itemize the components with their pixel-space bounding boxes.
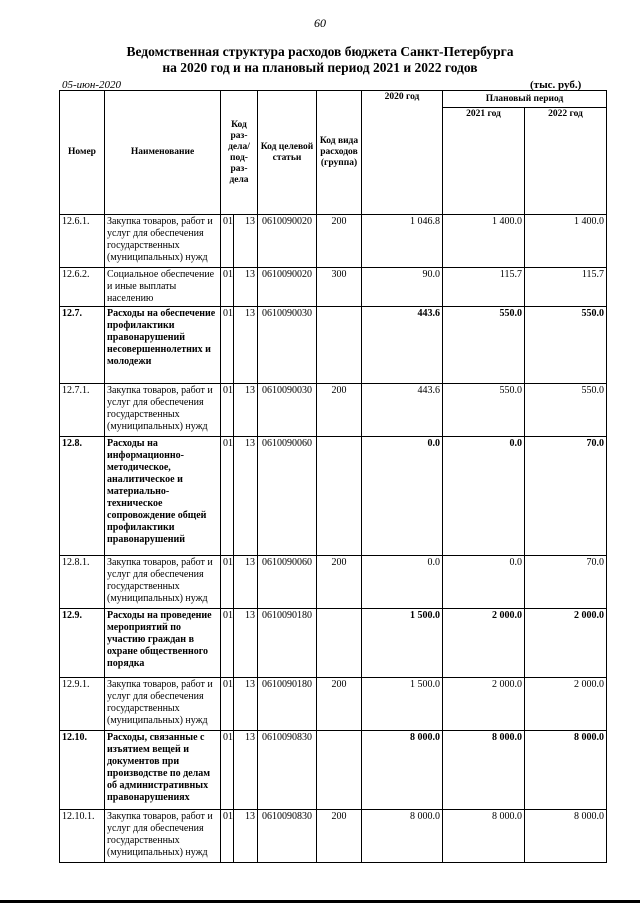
row-subsection-code: 13 bbox=[234, 437, 258, 556]
row-expense-code bbox=[317, 307, 362, 384]
row-expense-code: 200 bbox=[317, 215, 362, 268]
header-expense-type: Код вида расходов (группа) bbox=[317, 91, 362, 215]
row-value-2021: 0.0 bbox=[443, 437, 525, 556]
row-number: 12.7. bbox=[60, 307, 105, 384]
row-number: 12.7.1. bbox=[60, 384, 105, 437]
row-target-code: 0610090060 bbox=[258, 437, 317, 556]
row-target-code: 0610090180 bbox=[258, 678, 317, 731]
row-target-code: 0610090830 bbox=[258, 810, 317, 863]
row-number: 12.8. bbox=[60, 437, 105, 556]
row-target-code: 0610090060 bbox=[258, 556, 317, 609]
table-row bbox=[60, 609, 607, 678]
row-name: Закупка товаров, работ и услуг для обеспечения государственных (муниципальных) нужд bbox=[105, 678, 221, 731]
row-value-2022: 115.7 bbox=[525, 268, 607, 307]
header-2020: 2020 год bbox=[362, 91, 443, 215]
row-value-2020: 0.0 bbox=[362, 556, 443, 609]
row-value-2022: 70.0 bbox=[525, 437, 607, 556]
table-row bbox=[60, 384, 607, 437]
row-expense-code: 200 bbox=[317, 810, 362, 863]
row-name: Закупка товаров, работ и услуг для обеспечения государственных (муниципальных) нужд bbox=[105, 556, 221, 609]
row-subsection-code: 13 bbox=[234, 384, 258, 437]
page-title bbox=[0, 44, 640, 76]
row-subsection-code: 13 bbox=[234, 556, 258, 609]
row-name: Расходы на обеспечение профилактики правонарушений несовершеннолетних и молодежи bbox=[105, 307, 221, 384]
table-row bbox=[60, 810, 607, 863]
row-subsection-code: 13 bbox=[234, 307, 258, 384]
row-value-2021: 2 000.0 bbox=[443, 609, 525, 678]
row-subsection-code: 13 bbox=[234, 609, 258, 678]
row-name: Закупка товаров, работ и услуг для обеспечения государственных (муниципальных) нужд bbox=[105, 384, 221, 437]
row-expense-code bbox=[317, 437, 362, 556]
table-body bbox=[60, 215, 607, 863]
row-value-2021: 115.7 bbox=[443, 268, 525, 307]
row-expense-code bbox=[317, 731, 362, 810]
row-target-code: 0610090830 bbox=[258, 731, 317, 810]
row-value-2021: 0.0 bbox=[443, 556, 525, 609]
header-row-1 bbox=[60, 91, 607, 108]
header-plan-period: Плановый период bbox=[443, 91, 607, 108]
row-value-2022: 1 400.0 bbox=[525, 215, 607, 268]
header-2022: 2022 год bbox=[525, 108, 607, 215]
row-number: 12.10.1. bbox=[60, 810, 105, 863]
row-target-code: 0610090030 bbox=[258, 384, 317, 437]
row-section-code: 01 bbox=[221, 307, 234, 384]
table-row bbox=[60, 268, 607, 307]
row-section-code: 01 bbox=[221, 556, 234, 609]
page-number: 60 bbox=[314, 16, 326, 30]
table-row bbox=[60, 307, 607, 384]
row-value-2021: 550.0 bbox=[443, 307, 525, 384]
row-subsection-code: 13 bbox=[234, 731, 258, 810]
row-value-2020: 1 046.8 bbox=[362, 215, 443, 268]
title-line-2: на 2020 год и на плановый период 2021 и 2022 годов bbox=[162, 60, 478, 75]
row-value-2020: 1 500.0 bbox=[362, 609, 443, 678]
row-number: 12.6.2. bbox=[60, 268, 105, 307]
row-subsection-code: 13 bbox=[234, 215, 258, 268]
row-section-code: 01 bbox=[221, 810, 234, 863]
row-value-2022: 8 000.0 bbox=[525, 810, 607, 863]
row-number: 12.9. bbox=[60, 609, 105, 678]
row-value-2020: 443.6 bbox=[362, 307, 443, 384]
row-value-2020: 0.0 bbox=[362, 437, 443, 556]
row-value-2022: 8 000.0 bbox=[525, 731, 607, 810]
row-number: 12.6.1. bbox=[60, 215, 105, 268]
row-section-code: 01 bbox=[221, 609, 234, 678]
row-section-code: 01 bbox=[221, 678, 234, 731]
row-value-2021: 8 000.0 bbox=[443, 731, 525, 810]
table-row bbox=[60, 556, 607, 609]
page-bottom-border bbox=[0, 900, 640, 903]
row-value-2020: 90.0 bbox=[362, 268, 443, 307]
row-value-2021: 550.0 bbox=[443, 384, 525, 437]
row-target-code: 0610090180 bbox=[258, 609, 317, 678]
header-target: Код целевой статьи bbox=[258, 91, 317, 215]
header-section: Код раз-дела/ под-раз-дела bbox=[221, 91, 258, 215]
row-expense-code: 200 bbox=[317, 556, 362, 609]
row-name: Расходы, связанные с изъятием вещей и документов при производстве по делам об административных правонарушениях bbox=[105, 731, 221, 810]
row-target-code: 0610090030 bbox=[258, 307, 317, 384]
row-value-2020: 8 000.0 bbox=[362, 731, 443, 810]
row-name: Социальное обеспечение и иные выплаты населению bbox=[105, 268, 221, 307]
row-value-2022: 2 000.0 bbox=[525, 609, 607, 678]
row-subsection-code: 13 bbox=[234, 678, 258, 731]
title-line-1: Ведомственная структура расходов бюджета Санкт-Петербурга bbox=[126, 44, 514, 59]
header-name: Наименование bbox=[105, 91, 221, 215]
header-2021: 2021 год bbox=[443, 108, 525, 215]
row-section-code: 01 bbox=[221, 437, 234, 556]
row-section-code: 01 bbox=[221, 731, 234, 810]
row-section-code: 01 bbox=[221, 268, 234, 307]
row-expense-code: 300 bbox=[317, 268, 362, 307]
row-expense-code: 200 bbox=[317, 384, 362, 437]
table-row bbox=[60, 215, 607, 268]
row-number: 12.8.1. bbox=[60, 556, 105, 609]
row-value-2021: 8 000.0 bbox=[443, 810, 525, 863]
row-section-code: 01 bbox=[221, 215, 234, 268]
units-label: (тыс. руб.) bbox=[530, 79, 582, 91]
row-name: Расходы на проведение мероприятий по участию граждан в охране общественного порядка bbox=[105, 609, 221, 678]
row-value-2020: 1 500.0 bbox=[362, 678, 443, 731]
row-expense-code: 200 bbox=[317, 678, 362, 731]
row-value-2021: 2 000.0 bbox=[443, 678, 525, 731]
row-name: Закупка товаров, работ и услуг для обеспечения государственных (муниципальных) нужд bbox=[105, 810, 221, 863]
row-value-2022: 550.0 bbox=[525, 307, 607, 384]
row-target-code: 0610090020 bbox=[258, 268, 317, 307]
row-number: 12.10. bbox=[60, 731, 105, 810]
row-target-code: 0610090020 bbox=[258, 215, 317, 268]
table-row bbox=[60, 678, 607, 731]
row-value-2022: 70.0 bbox=[525, 556, 607, 609]
row-expense-code bbox=[317, 609, 362, 678]
report-date: 05-июн-2020 bbox=[62, 79, 122, 91]
header-number: Номер bbox=[60, 91, 105, 215]
table-row bbox=[60, 731, 607, 810]
row-subsection-code: 13 bbox=[234, 810, 258, 863]
row-value-2022: 2 000.0 bbox=[525, 678, 607, 731]
row-value-2020: 443.6 bbox=[362, 384, 443, 437]
row-name: Расходы на информационно-методическое, аналитическое и материально-техническое сопровождение общей профилактики правонарушений bbox=[105, 437, 221, 556]
row-section-code: 01 bbox=[221, 384, 234, 437]
row-name: Закупка товаров, работ и услуг для обеспечения государственных (муниципальных) нужд bbox=[105, 215, 221, 268]
budget-table bbox=[59, 90, 607, 863]
table-row bbox=[60, 437, 607, 556]
row-value-2020: 8 000.0 bbox=[362, 810, 443, 863]
row-subsection-code: 13 bbox=[234, 268, 258, 307]
row-number: 12.9.1. bbox=[60, 678, 105, 731]
row-value-2022: 550.0 bbox=[525, 384, 607, 437]
row-value-2021: 1 400.0 bbox=[443, 215, 525, 268]
